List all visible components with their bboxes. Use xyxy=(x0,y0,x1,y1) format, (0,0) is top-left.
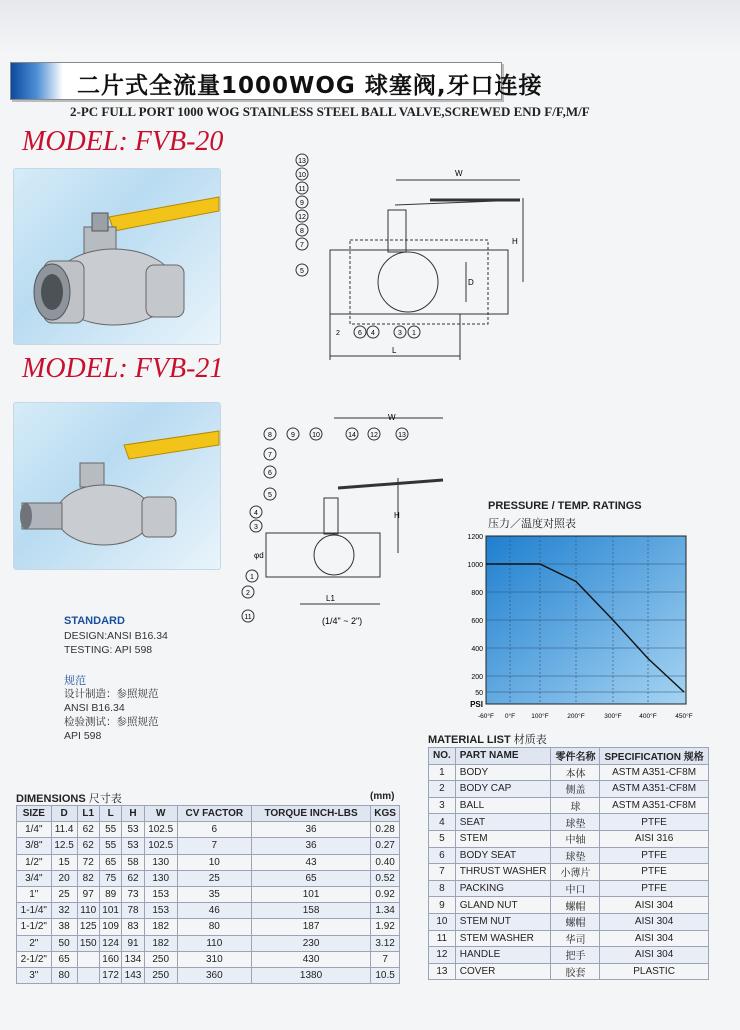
x-tick-label: 0°F xyxy=(504,713,516,720)
column-header: PART NAME xyxy=(455,748,551,765)
dimensions-unit: (mm) xyxy=(370,791,395,802)
table-cell: 53 xyxy=(122,838,144,854)
table-row xyxy=(17,870,400,886)
dim-h: H xyxy=(394,511,400,520)
table-cell: 110 xyxy=(177,935,251,951)
table-cell: 华司 xyxy=(551,930,600,947)
table-cell: 3/8" xyxy=(17,838,52,854)
table-header-row xyxy=(429,748,709,765)
table-cell: STEM WASHER xyxy=(455,930,551,947)
table-cell: 250 xyxy=(144,967,177,983)
table-row xyxy=(429,797,709,814)
table-cell: 82 xyxy=(77,870,99,886)
table-cell: COVER xyxy=(455,963,551,980)
table-cell: 中口 xyxy=(551,880,600,897)
model-fvb-21-label: MODEL: FVB-21 xyxy=(22,353,224,384)
table-cell: ASTM A351-CF8M xyxy=(600,764,708,781)
table-cell: 80 xyxy=(177,919,251,935)
dim-h: H xyxy=(512,237,518,246)
ball-valve-image xyxy=(14,403,220,569)
callout: 12 xyxy=(370,432,378,439)
table-cell: 1 xyxy=(429,764,456,781)
table-cell: 101 xyxy=(251,886,370,902)
y-tick-label: 1000 xyxy=(467,562,483,569)
table-cell: 2 xyxy=(429,781,456,798)
table-cell: 6 xyxy=(429,847,456,864)
table-cell: 10 xyxy=(177,854,251,870)
table-cell: 75 xyxy=(99,870,121,886)
table-cell: 62 xyxy=(122,870,144,886)
callout: 10 xyxy=(298,172,306,179)
table-cell: 153 xyxy=(144,886,177,902)
table-row xyxy=(429,897,709,914)
table-header-row xyxy=(17,806,400,822)
dim-w: W xyxy=(388,413,396,422)
table-cell: STEM NUT xyxy=(455,913,551,930)
callout: 14 xyxy=(348,432,356,439)
table-cell: 73 xyxy=(122,886,144,902)
table-cell: AISI 304 xyxy=(600,913,708,930)
table-row xyxy=(429,963,709,980)
callout: 5 xyxy=(300,268,304,275)
table-cell: 侧盖 xyxy=(551,781,600,798)
technical-drawing-fvb-21 xyxy=(238,408,458,630)
title-accent xyxy=(11,63,63,99)
table-cell: GLAND NUT xyxy=(455,897,551,914)
table-row xyxy=(429,913,709,930)
table-cell: 110 xyxy=(77,903,99,919)
table-row xyxy=(429,781,709,798)
table-cell: 50 xyxy=(51,935,77,951)
table-cell: 32 xyxy=(51,903,77,919)
table-cell: 62 xyxy=(77,838,99,854)
standard-heading: STANDARD xyxy=(64,615,125,627)
table-cell: 8 xyxy=(429,880,456,897)
table-cell: 1380 xyxy=(251,967,370,983)
table-cell: 36 xyxy=(251,822,370,838)
model-fvb-20-label: MODEL: FVB-20 xyxy=(22,126,224,157)
page-subtitle: 2-PC FULL PORT 1000 WOG STAINLESS STEEL BALL VALVE,SCREWED END F/F,M/F xyxy=(70,104,590,119)
y-tick-label: 400 xyxy=(471,646,483,653)
table-cell: 10 xyxy=(429,913,456,930)
table-cell: 球垫 xyxy=(551,847,600,864)
y-tick-label: 1200 xyxy=(467,534,483,541)
callout: 3 xyxy=(254,524,258,531)
column-header: CV FACTOR xyxy=(177,806,251,822)
table-cell: 172 xyxy=(99,967,121,983)
table-cell: 36 xyxy=(251,838,370,854)
table-row xyxy=(429,880,709,897)
table-cell: 3/4" xyxy=(17,870,52,886)
table-cell: 3 xyxy=(429,797,456,814)
table-cell: 53 xyxy=(122,822,144,838)
table-cell: 150 xyxy=(77,935,99,951)
dim-l: L xyxy=(392,346,397,355)
table-cell: 6 xyxy=(177,822,251,838)
callout: 7 xyxy=(268,452,272,459)
table-cell xyxy=(77,967,99,983)
table-row xyxy=(17,951,400,967)
callout: 3 xyxy=(398,330,402,337)
materials-heading xyxy=(428,731,547,747)
column-header: SPECIFICATION 规格 xyxy=(600,748,708,765)
table-cell: 7 xyxy=(177,838,251,854)
table-cell: 中轴 xyxy=(551,830,600,847)
table-cell: 62 xyxy=(77,822,99,838)
table-cell: 187 xyxy=(251,919,370,935)
callout: 2 xyxy=(246,590,250,597)
table-cell: 46 xyxy=(177,903,251,919)
table-cell: 65 xyxy=(251,870,370,886)
table-cell: 130 xyxy=(144,870,177,886)
table-cell: 0.28 xyxy=(371,822,400,838)
table-row xyxy=(17,935,400,951)
table-cell: 0.92 xyxy=(371,886,400,902)
callout: 13 xyxy=(398,432,406,439)
table-cell: PTFE xyxy=(600,847,708,864)
table-cell xyxy=(77,951,99,967)
table-cell: 1.34 xyxy=(371,903,400,919)
top-band xyxy=(0,0,740,52)
table-cell: 球 xyxy=(551,797,600,814)
table-cell: 本体 xyxy=(551,764,600,781)
table-cell: BODY CAP xyxy=(455,781,551,798)
table-cell: 1" xyxy=(17,886,52,902)
table-cell: 0.40 xyxy=(371,854,400,870)
chart-title-cn: 压力／温度对照表 xyxy=(488,518,576,530)
table-cell: 91 xyxy=(122,935,144,951)
table-cell: 158 xyxy=(251,903,370,919)
callout: 1 xyxy=(250,574,254,581)
table-cell: 胶套 xyxy=(551,963,600,980)
table-cell: 小薄片 xyxy=(551,864,600,881)
column-header: D xyxy=(51,806,77,822)
callout: 8 xyxy=(268,432,272,439)
table-cell: THRUST WASHER xyxy=(455,864,551,881)
column-header: L xyxy=(99,806,121,822)
column-header: H xyxy=(122,806,144,822)
table-cell: 0.52 xyxy=(371,870,400,886)
x-tick-label: 400°F xyxy=(639,713,657,720)
table-cell: 65 xyxy=(99,854,121,870)
table-cell: 1/4" xyxy=(17,822,52,838)
table-cell: 55 xyxy=(99,822,121,838)
table-cell: 125 xyxy=(77,919,99,935)
table-row xyxy=(17,822,400,838)
table-cell: ASTM A351-CF8M xyxy=(600,797,708,814)
table-cell: 80 xyxy=(51,967,77,983)
table-cell: HANDLE xyxy=(455,947,551,964)
callout: 4 xyxy=(371,330,375,337)
table-cell: PTFE xyxy=(600,864,708,881)
dimensions-title-cn: 尺寸表 xyxy=(88,793,122,805)
y-tick-label: 50 xyxy=(475,690,483,697)
x-tick-label: 200°F xyxy=(567,713,585,720)
standard-cn-line-1: 设计制造：参照规范 xyxy=(64,688,159,700)
standard-cn-heading: 规范 xyxy=(64,675,86,687)
table-cell: 182 xyxy=(144,919,177,935)
table-row xyxy=(17,967,400,983)
table-cell: 把手 xyxy=(551,947,600,964)
x-tick-label: 300°F xyxy=(604,713,622,720)
table-cell: 20 xyxy=(51,870,77,886)
callout: 7 xyxy=(300,242,304,249)
table-cell: 2" xyxy=(17,935,52,951)
callout: 6 xyxy=(268,470,272,477)
table-row xyxy=(429,830,709,847)
table-row xyxy=(429,847,709,864)
table-cell: 11 xyxy=(429,930,456,947)
table-cell: 12.5 xyxy=(51,838,77,854)
valve-photo-fvb-21 xyxy=(13,402,221,570)
standard-line-2: TESTING: API 598 xyxy=(64,644,153,656)
table-cell: 1.92 xyxy=(371,919,400,935)
table-row xyxy=(17,903,400,919)
chart-title: PRESSURE / TEMP. RATINGS xyxy=(488,500,642,512)
table-cell: 97 xyxy=(77,886,99,902)
x-tick-label: -60°F xyxy=(478,713,494,720)
table-cell: 360 xyxy=(177,967,251,983)
table-row xyxy=(17,919,400,935)
pressure-temp-chart xyxy=(458,528,708,728)
table-cell: 83 xyxy=(122,919,144,935)
column-header: 零件名称 xyxy=(551,748,600,765)
materials-title-cn: 材质表 xyxy=(513,734,547,746)
table-cell: AISI 304 xyxy=(600,947,708,964)
callout: 11 xyxy=(244,614,252,621)
dim-d: D xyxy=(468,278,474,287)
table-row xyxy=(429,930,709,947)
standard-line-1: DESIGN:ANSI B16.34 xyxy=(64,630,168,642)
table-row xyxy=(429,764,709,781)
table-cell: 4 xyxy=(429,814,456,831)
table-cell: AISI 316 xyxy=(600,830,708,847)
dimensions-title: DIMENSIONS xyxy=(16,793,86,805)
table-cell: 430 xyxy=(251,951,370,967)
callout: 8 xyxy=(300,228,304,235)
table-cell: 124 xyxy=(99,935,121,951)
table-row xyxy=(429,947,709,964)
table-cell: BODY xyxy=(455,764,551,781)
dimensions-table xyxy=(16,805,400,984)
ball-valve-image xyxy=(14,169,220,344)
table-cell: 螺帽 xyxy=(551,913,600,930)
column-header: KGS xyxy=(371,806,400,822)
table-cell: SEAT xyxy=(455,814,551,831)
table-cell: 7 xyxy=(371,951,400,967)
table-cell: 1-1/2" xyxy=(17,919,52,935)
table-cell: 3" xyxy=(17,967,52,983)
callout: 9 xyxy=(291,432,295,439)
table-cell: 153 xyxy=(144,903,177,919)
callout: 1 xyxy=(412,330,416,337)
callout: 9 xyxy=(300,200,304,207)
table-cell: PACKING xyxy=(455,880,551,897)
table-cell: 109 xyxy=(99,919,121,935)
table-row xyxy=(17,838,400,854)
table-cell: PLASTIC xyxy=(600,963,708,980)
y-tick-label: 800 xyxy=(471,590,483,597)
x-tick-label: 100°F xyxy=(531,713,549,720)
column-header: NO. xyxy=(429,748,456,765)
column-header: TORQUE INCH-LBS xyxy=(251,806,370,822)
table-cell: 43 xyxy=(251,854,370,870)
table-cell: AISI 304 xyxy=(600,897,708,914)
table-cell: STEM xyxy=(455,830,551,847)
table-cell: 15 xyxy=(51,854,77,870)
table-cell: 1-1/4" xyxy=(17,903,52,919)
y-tick-label: 600 xyxy=(471,618,483,625)
dimensions-heading xyxy=(16,790,122,806)
table-cell: 2-1/2" xyxy=(17,951,52,967)
table-cell: 0.27 xyxy=(371,838,400,854)
standard-cn-line-2: ANSI B16.34 xyxy=(64,702,125,714)
table-cell: 102.5 xyxy=(144,822,177,838)
standard-cn-line-3: 检验测试：参照规范 xyxy=(64,716,159,728)
table-cell: 65 xyxy=(51,951,77,967)
table-cell: 5 xyxy=(429,830,456,847)
table-cell: 螺帽 xyxy=(551,897,600,914)
table-cell: 7 xyxy=(429,864,456,881)
page-title: 二片式全流量1000WOG 球塞阀,牙口连接 xyxy=(77,73,543,99)
table-cell: AISI 304 xyxy=(600,930,708,947)
table-cell: 89 xyxy=(99,886,121,902)
column-header: L1 xyxy=(77,806,99,822)
column-header: SIZE xyxy=(17,806,52,822)
table-cell: PTFE xyxy=(600,814,708,831)
material-table xyxy=(428,747,709,980)
callout: 10 xyxy=(312,432,320,439)
dim-w: W xyxy=(455,169,463,178)
table-cell: 230 xyxy=(251,935,370,951)
table-cell: 78 xyxy=(122,903,144,919)
table-cell: 1/2" xyxy=(17,854,52,870)
table-cell: ASTM A351-CF8M xyxy=(600,781,708,798)
size-range: (1/4" ~ 2") xyxy=(322,616,363,626)
table-cell: PTFE xyxy=(600,880,708,897)
table-cell: 250 xyxy=(144,951,177,967)
callout: 2 xyxy=(336,330,340,337)
table-cell: 160 xyxy=(99,951,121,967)
y-tick-label: 200 xyxy=(471,674,483,681)
y-axis-label: PSI xyxy=(470,700,483,709)
table-cell: 72 xyxy=(77,854,99,870)
materials-title: MATERIAL LIST xyxy=(428,734,511,746)
callout: 6 xyxy=(358,330,362,337)
table-cell: 55 xyxy=(99,838,121,854)
callout: 13 xyxy=(298,158,306,165)
table-row xyxy=(429,814,709,831)
table-row xyxy=(429,864,709,881)
table-cell: 310 xyxy=(177,951,251,967)
callout: 5 xyxy=(268,492,272,499)
table-cell: 58 xyxy=(122,854,144,870)
table-cell: BALL xyxy=(455,797,551,814)
table-cell: 102.5 xyxy=(144,838,177,854)
table-cell: 143 xyxy=(122,967,144,983)
table-cell: 101 xyxy=(99,903,121,919)
table-cell: BODY SEAT xyxy=(455,847,551,864)
table-cell: 13 xyxy=(429,963,456,980)
table-cell: 130 xyxy=(144,854,177,870)
technical-drawing-fvb-20 xyxy=(290,150,550,370)
table-cell: 25 xyxy=(51,886,77,902)
table-cell: 25 xyxy=(177,870,251,886)
column-header: W xyxy=(144,806,177,822)
valve-photo-fvb-20 xyxy=(13,168,221,345)
callout: 12 xyxy=(298,214,306,221)
callout: 4 xyxy=(254,510,258,517)
table-cell: 11.4 xyxy=(51,822,77,838)
standard-cn-line-4: API 598 xyxy=(64,730,102,742)
table-cell: 3.12 xyxy=(371,935,400,951)
title-box xyxy=(10,62,543,100)
table-cell: 球垫 xyxy=(551,814,600,831)
table-row xyxy=(17,854,400,870)
table-cell: 10.5 xyxy=(371,967,400,983)
dim-d: φd xyxy=(254,551,264,560)
dim-l1: L1 xyxy=(326,594,335,603)
table-row xyxy=(17,886,400,902)
callout: 11 xyxy=(298,186,306,193)
table-cell: 12 xyxy=(429,947,456,964)
table-cell: 38 xyxy=(51,919,77,935)
table-cell: 9 xyxy=(429,897,456,914)
table-cell: 134 xyxy=(122,951,144,967)
x-tick-label: 450°F xyxy=(675,713,693,720)
table-cell: 182 xyxy=(144,935,177,951)
table-cell: 35 xyxy=(177,886,251,902)
